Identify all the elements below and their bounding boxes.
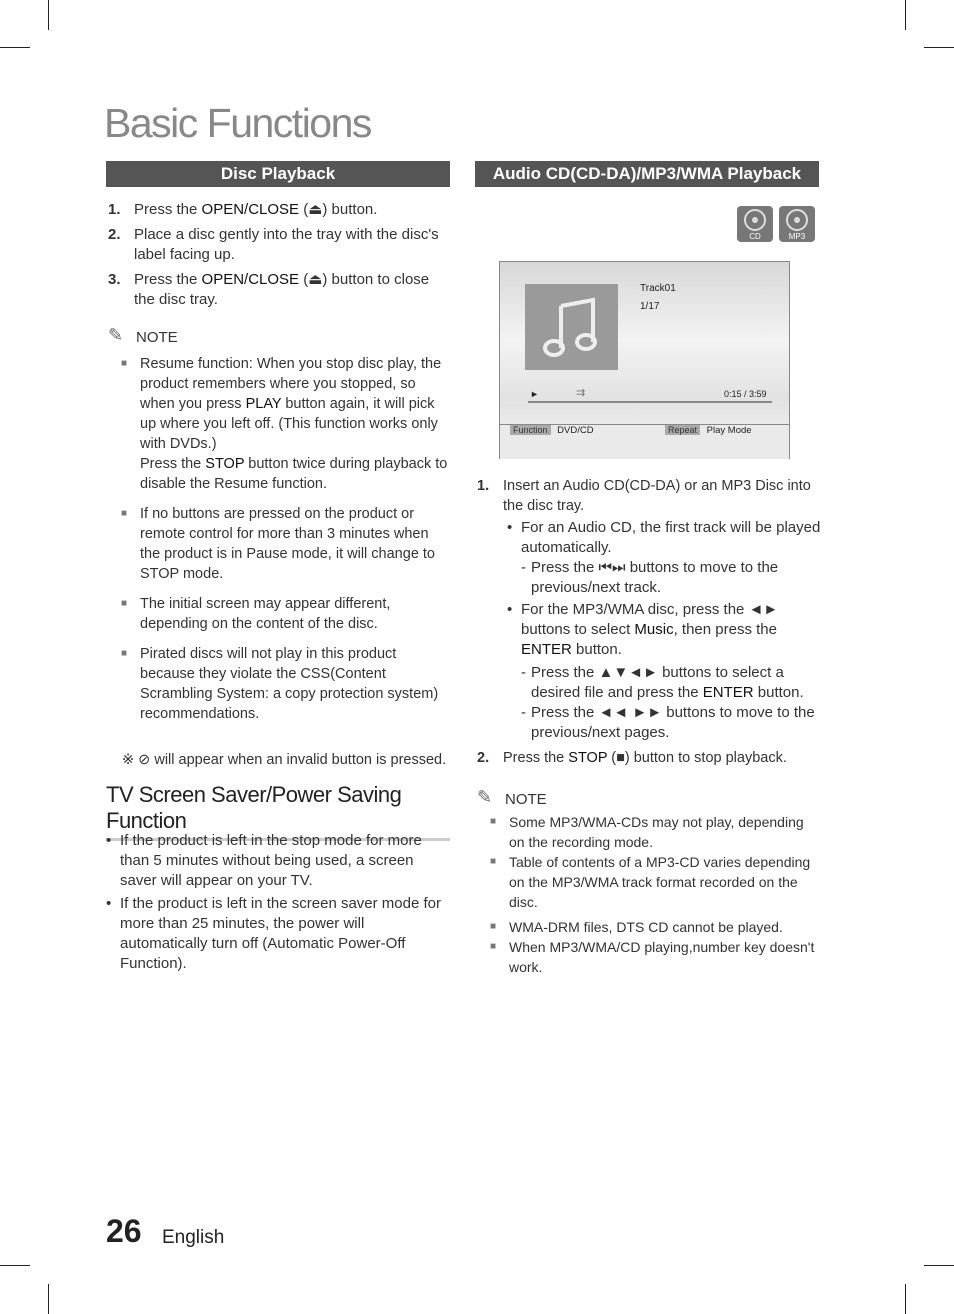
note-item: ■ If no buttons are pressed on the product or remote control for more than 3 minutes when the product is in Pause mode, it will change to STOP mode.	[121, 506, 435, 582]
repeat-tag: Repeat	[665, 425, 700, 435]
section-heading-screen-saver: TV Screen Saver/Power Saving Function	[106, 782, 450, 841]
step-number: 1.	[108, 201, 121, 218]
track-name: Track01	[640, 283, 676, 294]
page-title: Basic Functions	[104, 100, 371, 146]
step-number: 2.	[108, 226, 121, 243]
note-item: ■ The initial screen may appear different, depending on the content of the disc.	[121, 596, 391, 632]
note-heading: ✎ NOTE	[108, 325, 178, 346]
repeat-value: Play Mode	[706, 425, 752, 436]
crop-mark	[905, 0, 906, 30]
crop-mark	[48, 0, 49, 30]
crop-mark	[0, 47, 30, 48]
step-1: 1. Press the OPEN/CLOSE (⏏) button.	[108, 201, 378, 218]
bullet-item: • For an Audio CD, the first track will be played automatically. - Press the ⏮⏭ buttons to move to the previous/next track.	[507, 519, 821, 596]
square-bullet-icon: ■	[121, 358, 128, 369]
square-bullet-icon: ■	[490, 921, 497, 932]
cd-disc-icon: CD	[737, 206, 773, 242]
step-number: 3.	[108, 271, 121, 288]
crop-mark	[905, 1284, 906, 1314]
section-header-disc-playback: Disc Playback	[106, 161, 450, 187]
step-number: 2.	[477, 750, 490, 766]
bullet-item: • For the MP3/WMA disc, press the ◄► buttons to select Music, then press the ENTER button. - Press the ▲▼◄► buttons to select a desired file and press the ENTER button. - Press the ◄◄ ►► buttons to move to the previous/next pages.	[507, 600, 821, 743]
playback-screen	[499, 261, 790, 459]
square-bullet-icon: ■	[490, 941, 497, 952]
track-count: 1/17	[640, 301, 660, 312]
play-icon: ►	[530, 389, 539, 399]
crop-mark	[924, 47, 954, 48]
mp3-disc-icon: MP3	[779, 206, 815, 242]
page-number: 26	[106, 1213, 142, 1249]
step-number: 1.	[477, 478, 490, 494]
square-bullet-icon: ■	[121, 598, 128, 609]
note-item: ■ Table of contents of a MP3-CD varies depending on the MP3/WMA track format recorded on the disc.	[490, 854, 811, 910]
note-item: ■ WMA-DRM files, DTS CD cannot be played.	[490, 919, 783, 935]
dash-item: - Press the ▲▼◄► buttons to select a desired file and press the ENTER button.	[521, 664, 804, 701]
dash-item: - Press the ◄◄ ►► buttons to move to the previous/next pages.	[521, 704, 815, 741]
album-art	[525, 284, 618, 370]
audio-playback-body	[475, 476, 821, 977]
step-2: 2. Press the STOP (■) button to stop playback.	[477, 750, 787, 766]
step-3: 3. Press the OPEN/CLOSE (⏏) button to close the disc tray.	[108, 271, 430, 308]
invalid-button-note: ※ ⊘ will appear when an invalid button is pressed.	[122, 752, 447, 768]
bullet-item: • If the product is left in the screen saver mode for more than 25 minutes, the power will automatically turn off (Automatic Power-Off Function).	[106, 895, 441, 972]
bullet-item: • If the product is left in the stop mode for more than 5 minutes without being used, a screen saver will appear on your TV.	[106, 832, 422, 889]
pencil-icon: ✎	[477, 787, 493, 807]
shuffle-icon: ⇉	[576, 387, 586, 399]
square-bullet-icon: ■	[121, 648, 128, 659]
repeat-row	[665, 425, 752, 436]
note-item: ■ Some MP3/WMA-CDs may not play, depending on the recording mode.	[490, 814, 804, 850]
progress-bar	[528, 401, 772, 403]
note-item: ■ When MP3/WMA/CD playing,number key doesn't work.	[490, 939, 815, 975]
crop-mark	[924, 1265, 954, 1266]
note-item: ■ Resume function: When you stop disc play, the product remembers where you stopped, so when you press PLAY button again, it will pick up where you left off. (This function works only with DVDs.) Press the STOP button twice during playback to disable the Resume function.	[121, 356, 448, 492]
music-note-icon	[525, 284, 618, 370]
function-row	[510, 425, 594, 436]
note-item: ■ Pirated discs will not play in this product because they violate the CSS(Content Scrambling System: a copy protection system) recommendations.	[121, 646, 439, 722]
disc-playback-body	[106, 200, 452, 770]
square-bullet-icon: ■	[490, 816, 497, 827]
dash-item: - Press the ⏮⏭ buttons to move to the previous/next track.	[521, 559, 779, 596]
page-language: English	[162, 1227, 225, 1248]
function-tag: Function	[510, 425, 551, 435]
note-heading: ✎ NOTE	[477, 787, 547, 808]
screen-saver-body	[106, 828, 452, 974]
play-time: 0:15 / 3:59	[724, 389, 767, 399]
pencil-icon: ✎	[108, 325, 124, 345]
square-bullet-icon: ■	[121, 508, 128, 519]
function-value: DVD/CD	[557, 425, 594, 436]
crop-mark	[48, 1284, 49, 1314]
square-bullet-icon: ■	[490, 856, 497, 867]
crop-mark	[0, 1265, 30, 1266]
section-header-audio-cd: Audio CD(CD-DA)/MP3/WMA Playback	[475, 161, 819, 187]
step-2: 2. Place a disc gently into the tray with the disc's label facing up.	[108, 226, 439, 263]
step-1: 1. Insert an Audio CD(CD-DA) or an MP3 Disc into the disc tray. • For an Audio CD, the first track will be played automatically. - Press the ⏮⏭ buttons to move to the previous/next track. • For the MP3/WMA disc, press the ◄► buttons to select Music, then press the ENTER button. - Press the ▲▼◄► buttons to select a desired file and press the ENTER button. - Press the ◄◄ ►► buttons to move to the previous/next pages.	[477, 478, 821, 741]
